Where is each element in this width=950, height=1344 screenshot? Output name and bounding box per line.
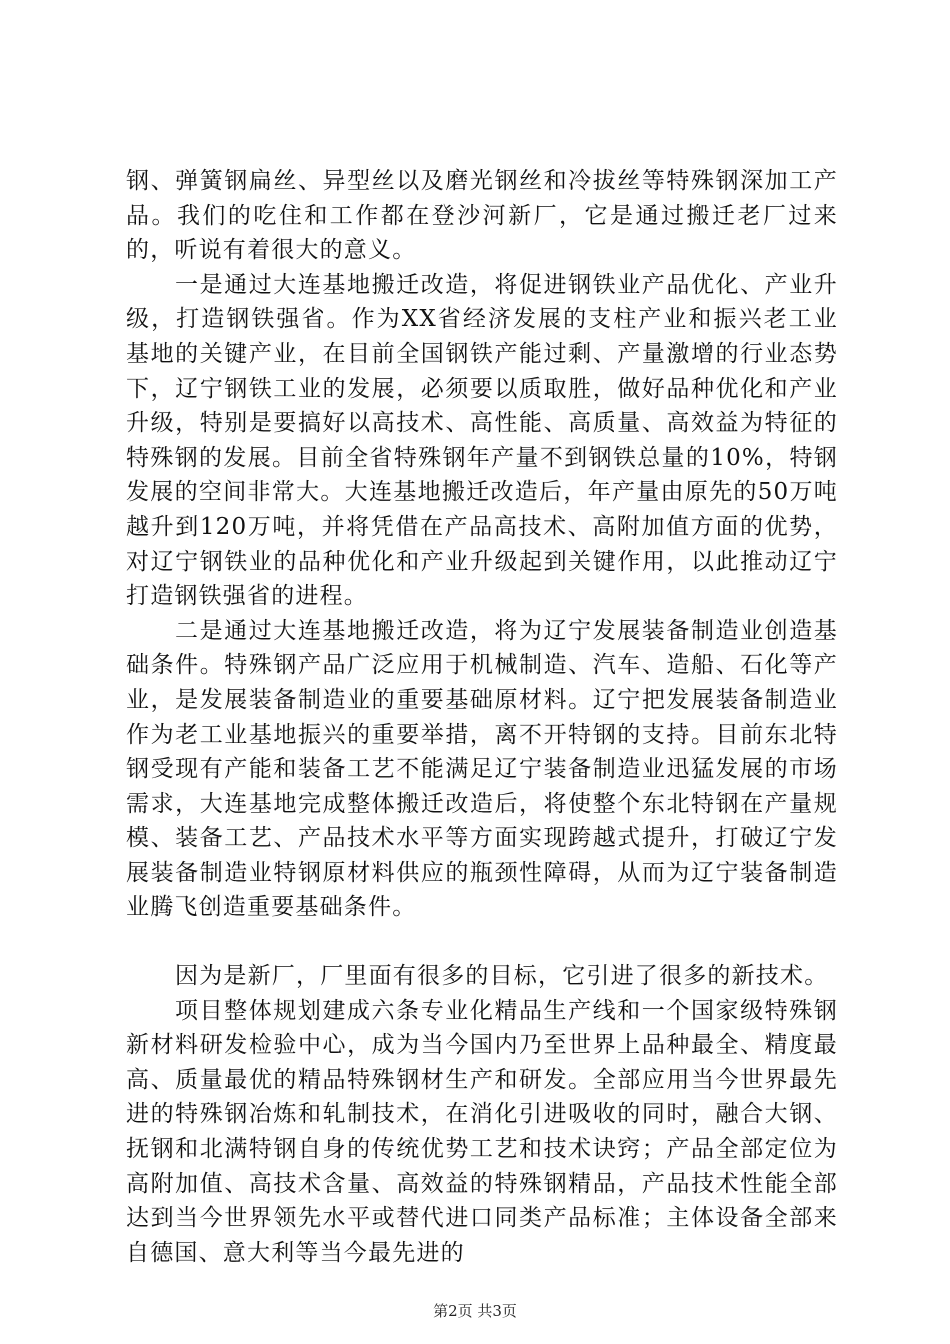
page-number-footer: 第2页 共3页 <box>433 1302 517 1320</box>
paragraph-point-one: 一是通过大连基地搬迁改造，将促进钢铁业产品优化、产业升级，打造钢铁强省。作为XX省经济发展的支柱产业和振兴老工业基地的关键产业，在目前全国钢铁产能过剩、产量激增的行业态势下，辽宁钢铁工业的发展，必须要以质取胜，做好品种优化和产业升级，特别是要搞好以高技术、高性能、高质量、高效益为特征的特殊钢的发展。目前全省特殊钢年产量不到钢铁总量的10%，特钢发展的空间非常大。大连基地搬迁改造后，年产量由原先的50万吨越升到120万吨，并将凭借在产品高技术、高附加值方面的优势，对辽宁钢铁业的品种优化和产业升级起到关键作用，以此推动辽宁打造钢铁强省的进程。 <box>126 271 838 610</box>
paragraph-continuation: 钢、弹簧钢扁丝、异型丝以及磨光钢丝和冷拔丝等特殊钢深加工产品。我们的吃住和工作都在登沙河新厂，它是通过搬迁老厂过来的，听说有着很大的意义。 <box>126 168 838 264</box>
paragraph-point-two: 二是通过大连基地搬迁改造，将为辽宁发展装备制造业创造基础条件。特殊钢产品广泛应用于机械制造、汽车、造船、石化等产业，是发展装备制造业的重要基础原材料。辽宁把发展装备制造业作为老工业基地振兴的重要举措，离不开特钢的支持。目前东北特钢受现有产能和装备工艺不能满足辽宁装备制造业迅猛发展的市场需求，大连基地完成整体搬迁改造后，将使整个东北特钢在产量规模、装备工艺、产品技术水平等方面实现跨越式提升，打破辽宁发展装备制造业特钢原材料供应的瓶颈性障碍，从而为辽宁装备制造业腾飞创造重要基础条件。 <box>126 617 838 921</box>
paragraph-gap <box>126 925 838 959</box>
paragraph-project-plan: 项目整体规划建成六条专业化精品生产线和一个国家级特殊钢新材料研发检验中心，成为当今国内乃至世界上品种最全、精度最高、质量最优的精品特殊钢材生产和研发。全部应用当今世界最先进的特殊钢冶炼和轧制技术，在消化引进吸收的同时，融合大钢、抚钢和北满特钢自身的传统优势工艺和技术诀窍；产品全部定位为高附加值、高技术含量、高效益的特殊钢精品，产品技术性能全部达到当今世界领先水平或替代进口同类产品标准；主体设备全部来自德国、意大利等当今最先进的 <box>126 997 838 1266</box>
document-body <box>126 164 838 1270</box>
paragraph-new-factory: 因为是新厂，厂里面有很多的目标，它引进了很多的新技术。 <box>175 963 829 990</box>
